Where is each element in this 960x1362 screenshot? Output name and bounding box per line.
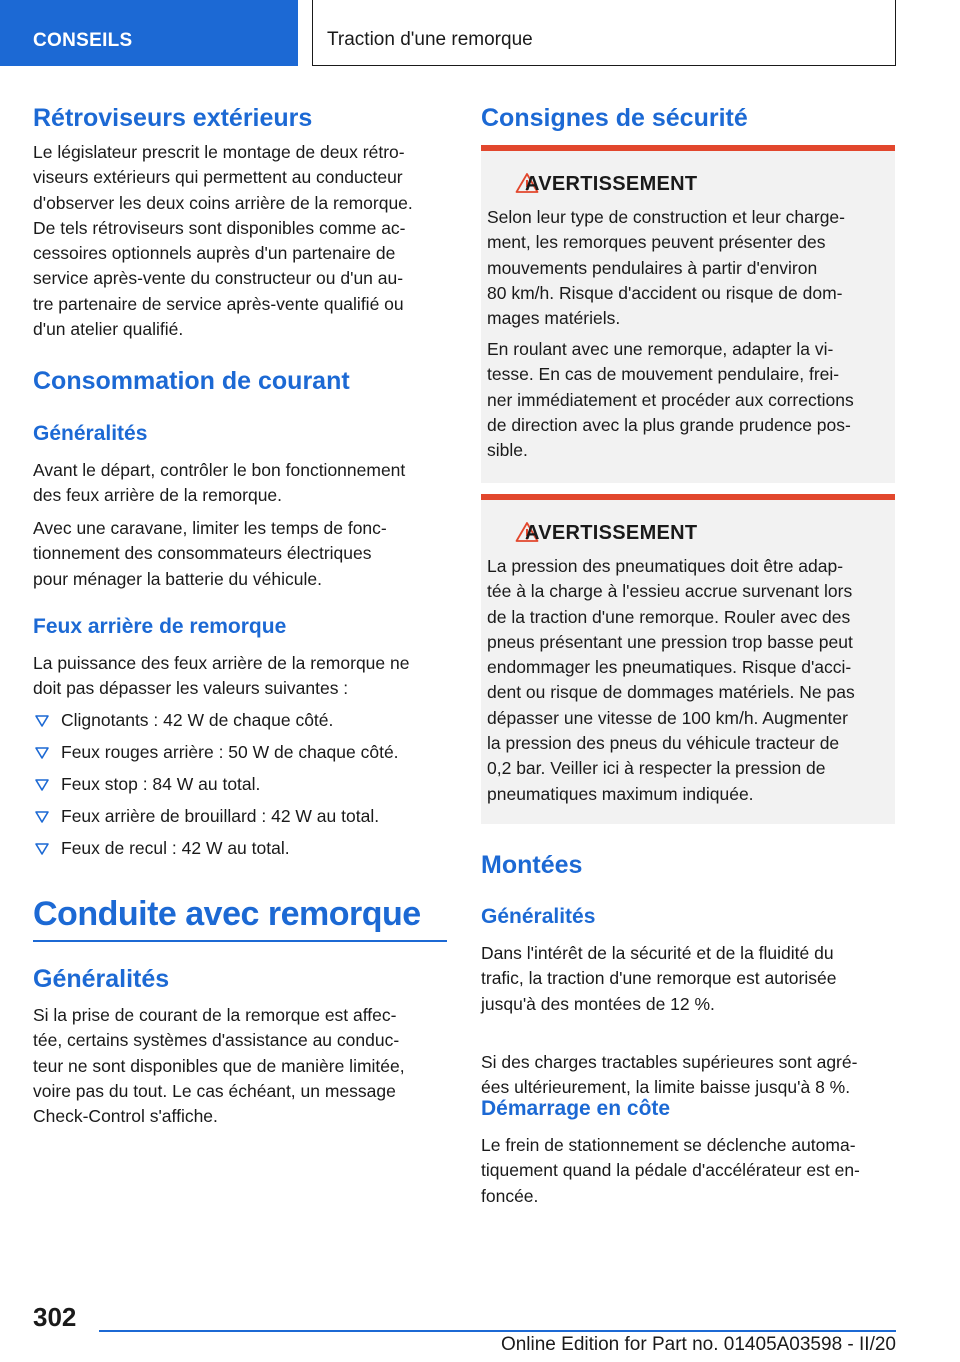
warning-title-2: AVERTISSEMENT: [525, 522, 698, 544]
heading-conduite-remorque: Conduite avec remorque: [33, 895, 421, 933]
header-title-box: [312, 0, 896, 66]
footer-edition: Online Edition for Part no. 01405A03598 - II/20: [500, 1334, 896, 1355]
list-item-text: Feux arrière de brouillard : 42 W au total.: [61, 806, 380, 826]
heading-retroviseurs: Rétroviseurs extérieurs: [33, 104, 313, 132]
paragraph-conduite: Si la prise de courant de la remorque est affec- tée, certains systèmes d'assistance au conduc- teur ne sont disponibles que de manière limitée, voire pas du tout. Le cas échéant, un message Check-Control s'affiche.: [33, 1005, 405, 1127]
triangle-bullet-icon: [33, 806, 51, 826]
page-number: 302: [33, 1302, 77, 1332]
list-item-text: Feux stop : 84 W au total.: [61, 774, 261, 794]
heading-divider: [33, 940, 447, 942]
warning-1-paragraph-2: En roulant avec une remorque, adapter la vi- tesse. En cas de mouvement pendulaire, frei- ner immédiatement et procéder aux corrections de direction avec la plus grande prudence pos- sible.: [487, 339, 854, 461]
list-item-text: Clignotants : 42 W de chaque côté.: [61, 710, 334, 730]
subheading-generalites-2: Généralités: [33, 965, 170, 993]
heading-consommation: Consommation de courant: [33, 367, 350, 395]
paragraph-montees-2: Si des charges tractables supérieures sont agré- ées ultérieurement, la limite baisse jusqu'à 8 %.: [481, 1052, 858, 1098]
heading-consignes: Consignes de sécurité: [481, 104, 748, 132]
list-item-text: Feux de recul : 42 W au total.: [61, 838, 290, 858]
triangle-bullet-icon: [33, 710, 51, 730]
triangle-bullet-icon: [33, 774, 51, 794]
footer-divider: [99, 1330, 896, 1332]
triangle-bullet-icon: [33, 742, 51, 762]
heading-montees: Montées: [481, 851, 583, 879]
warning-title-1: AVERTISSEMENT: [525, 173, 698, 195]
header-title-label: Traction d'une remorque: [327, 29, 533, 50]
warning-bar: [481, 494, 895, 500]
header-section-label: CONSEILS: [33, 30, 133, 51]
paragraph-demarrage: Le frein de stationnement se déclenche automa- tiquement quand la pédale d'accélérateur est en- foncée.: [481, 1135, 860, 1206]
triangle-bullet-icon: [33, 838, 51, 858]
header-section-tab: [0, 0, 298, 66]
paragraph-conso-2: Avec une caravane, limiter les temps de fonc- tionnement des consommateurs électriques pour ménager la batterie du véhicule.: [33, 518, 387, 589]
warning-bar: [481, 145, 895, 151]
subheading-feux-arriere: Feux arrière de remorque: [33, 615, 287, 638]
warning-box-1: [481, 145, 895, 483]
warning-1-paragraph-1: Selon leur type de construction et leur charge- ment, les remorques peuvent présenter des mouvements pendulaires à partir d'environ 80 km/h. Risque d'accident ou risque de dom- mages matériels.: [487, 207, 845, 329]
paragraph-feux: La puissance des feux arrière de la remorque ne doit pas dépasser les valeurs suivantes :: [33, 653, 410, 699]
paragraph-montees-1: Dans l'intérêt de la sécurité et de la fluidité du trafic, la traction d'une remorque est autorisée jusqu'à des montées de 12 %.: [481, 943, 837, 1014]
paragraph-conso-1: Avant le départ, contrôler le bon fonctionnement des feux arrière de la remorque.: [33, 460, 406, 506]
subheading-generalites-3: Généralités: [481, 905, 596, 928]
list-item-text: Feux rouges arrière : 50 W de chaque côté.: [61, 742, 399, 762]
warning-2-paragraph-1: La pression des pneumatiques doit être adap- tée à la charge à l'essieu accrue survenant lors de la traction d'une remorque. Rouler avec des pneus présentant une pression trop basse peut endommager les pneumatiques. Risque d'acci- dent ou risque de dommages matériels. Ne pas dépasser une vitesse de 100 km/h. Augmenter la pression des pneus du véhicule tracteur de 0,2 bar. Veiller ici à respecter la pression de pneumatiques maximum indiquée.: [487, 556, 855, 804]
subheading-generalites-1: Généralités: [33, 422, 148, 445]
paragraph-retroviseurs: Le législateur prescrit le montage de deux rétro- viseurs extérieurs qui permettent au conducteur d'observer les deux coins arrière de la remorque. De tels rétroviseurs sont disponibles comme ac- cessoires optionnels auprès d'un partenaire de service après-vente du constructeur ou d'un au- tre partenaire de service après-vente qualifié ou d'un atelier qualifié.: [33, 142, 413, 340]
warning-box-2: [481, 494, 895, 824]
subheading-demarrage: Démarrage en côte: [481, 1097, 671, 1120]
